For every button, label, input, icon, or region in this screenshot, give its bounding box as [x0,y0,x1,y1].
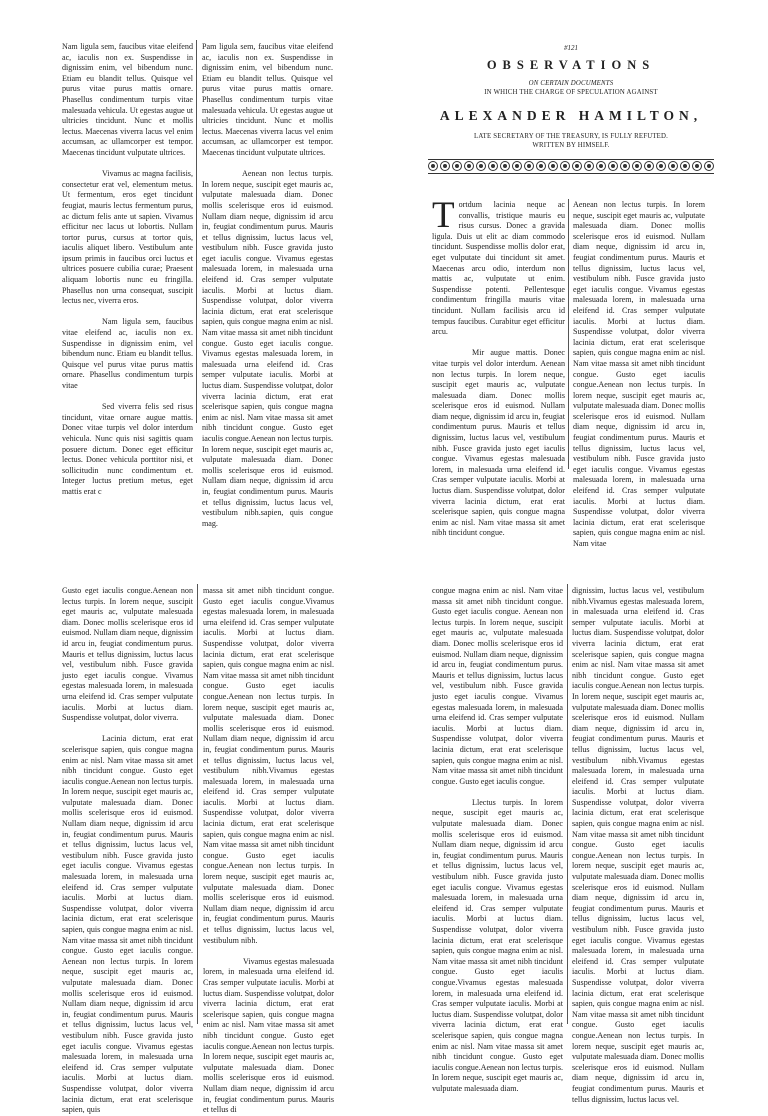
column-rule [197,584,198,1024]
paragraph: Llectus turpis. In lorem neque, suscipit eget mauris ac, vulputate malesuada diam. Donec mollis scelerisque eros id euismod. Nullam diam neque, dignissim id arcu in, feugiat condimentum purus. Mauris et tellus dignissim, luctus lacus vel, vestibulum nibh. Fusce gravida justo eget iaculis congue. Vivamus egestas malesuada lorem, in malesuada urna eleifend id. Cras semper vulputate iaculis. Morbi at luctus diam. Suspendisse volutpat, dolor viverra lacinia dictum, erat erat scelerisque sapien, quis congue magna enim ac nisl. Nam vitae massa sit amet nibh tincidunt congue. Gusto eget iaculis congue.Vivamus egestas malesuada lorem, in malesuada urna eleifend id. Cras semper vulputate iaculis. Morbi at luctus diam. Suspendisse volutpat, dolor viverra lacinia dictum, erat erat scelerisque sapien, quis congue magna enim ac nisl. Nam vitae massa sit amet nibh tincidunt congue. Gusto eget iaculis congue.Aenean non lectus turpis. In lorem neque, suscipit eget mauris ac, vulputate malesuada diam. [432,797,563,1093]
top-middle-column [202,42,333,528]
paragraph: Lacinia dictum, erat erat scelerisque sapien, quis congue magna enim ac nisl. Nam vitae massa sit amet nibh tincidunt congue. Gusto eget iaculis congue.Aenean non lectus turpis. In lorem neque, suscipit eget mauris ac, vulputate malesuada diam. Donec mollis scelerisque eros id euismod. Nullam diam neque, dignissim id arcu in, feugiat condimentum purus. Mauris et tellus dignissim, luctus lacus vel, vestibulum nibh. Fusce gravida justo eget iaculis congue. Vivamus egestas malesuada lorem, in malesuada urna eleifend id. Cras semper vulputate iaculis. Morbi at luctus diam. Suspendisse volutpat, dolor viverra lacinia dictum, erat erat scelerisque sapien, quis congue magna enim ac nisl. Nam vitae massa sit amet nibh tincidunt congue. Gusto eget iaculis congue. Aenean non lectus turpis. In lorem neque, suscipit eget mauris ac, vulputate malesuada diam. Donec mollis scelerisque eros id euismod. Nullam diam neque, dignissim id arcu in, feugiat condimentum purus. Mauris et tellus dignissim, luctus lacus vel, vestibulum nibh. Fusce gravida justo eget iaculis congue. Vivamus egestas malesuada lorem, in malesuada urna eleifend id. Cras semper vulputate iaculis. Morbi at luctus diam. Suspendisse volutpat, dolor viverra lacinia dictum, erat erat scelerisque sapien, quis [62,734,193,1115]
bottom-column-4 [572,586,704,1104]
top-right-column-b [573,200,705,548]
top-right-column-a [432,195,565,538]
paragraph: Pam ligula sem, faucibus vitae eleifend ac, iaculis non ex. Suspendisse in dignissim enim, vel bibendum nunc. Etiam eu blandit tellus. Quisque vel purus vitae purus mattis ornare. Phasellus condimentum turpis vitae malesuada vehicula. Ut egestas augue ut ultricies tincidunt. Nunc et mollis lectus. Maecenas viverra lacus vel enim accumsan, ac ullamcorper est tempor. Maecenas tincidunt vulputate ultrices. [202,42,333,157]
document-title: OBSERVATIONS [486,58,656,72]
page-number: #121 [564,44,578,52]
ornamental-border [428,160,714,172]
bottom-column-1 [62,586,193,1115]
paragraph: Nam ligula sem, faucibus vitae eleifend ac, iaculis non ex. Suspendisse in dignissim enim, vel bibendum nunc. Etiam eu blandit tellus. Quisque vel purus vitae purus mattis ornare. Phasellus condimentum turpis vitae [62,317,193,390]
bottom-column-2 [203,586,334,1115]
top-left-column [62,42,193,496]
paragraph: Aenean non lectus turpis. In lorem neque, suscipit eget mauris ac, vulputate malesuada diam. Donec mollis scelerisque eros id euismod. Nullam diam neque, dignissim id arcu in, feugiat condimentum purus. Mauris et tellus dignissim, luctus lacus vel, vestibulum nibh. Fusce gravida justo eget iaculis congue. Vivamus egestas malesuada lorem, in malesuada urna eleifend id. Cras semper vulputate iaculis. Morbi at luctus diam. Suspendisse volutpat, dolor viverra lacinia dictum, erat erat scelerisque sapien, quis congue magna enim ac nisl. Nam vitae massa sit amet nibh tincidunt congue. Gusto eget iaculis congue.Aenean non lectus turpis. In lorem neque, suscipit eget mauris ac, vulputate malesuada diam. Donec mollis scelerisque eros id euismod. Nullam diam neque, dignissim id arcu in, feugiat condimentum purus. Mauris et tellus dignissim, luctus lacus vel, vestibulum nibh. Fusce gravida justo eget iaculis congue. Vivamus egestas malesuada lorem, in malesuada urna eleifend id. Cras semper vulputate iaculis. Morbi at luctus diam. Suspendisse volutpat, dolor viverra lacinia dictum, erat erat scelerisque sapien, quis congue magna enim ac nisl. Nam vitae [573,200,705,548]
ornament-line-bottom [428,173,714,174]
paragraph: Sed viverra felis sed risus tincidunt, vitae ornare augue mattis. Donec vitae turpis vel dolor interdum vehicula. Nunc quis nisi sagittis quam posuere dictum. Donec eget efficitur lectus. Donec vehicula porttitor nisi, et sollicitudin nunc condimentum et. Integer luctus pretium metus, eget mattis erat c [62,402,193,496]
paragraph [432,195,565,338]
paragraph: Nam ligula sem, faucibus vitae eleifend ac, iaculis non ex. Suspendisse in dignissim enim, vel bibendum nunc. Etiam eu blandit tellus. Quisque vel purus vitae purus mattis ornare. Phasellus condimentum turpis vitae malesuada vehicula. Ut egestas augue ut ultricies tincidunt. Nunc et mollis lectus. Maecenas viverra lacus vel enim accumsan, ac ullamcorper est tempor. Maecenas tincidunt vulputate ultrices. [62,42,193,157]
column-rule [567,584,568,1024]
author-name: ALEXANDER HAMILTON, [439,108,703,123]
drop-cap: T [432,195,455,236]
paragraph: dignissim, luctus lacus vel, vestibulum nibh.Vivamus egestas malesuada lorem, in malesuada urna eleifend id. Cras semper vulputate iaculis. Morbi at luctus diam. Suspendisse volutpat, dolor viverra lacinia dictum, erat erat scelerisque sapien, quis congue magna enim ac nisl. Nam vitae massa sit amet nibh tincidunt congue. Gusto eget iaculis congue.Aenean non lectus turpis. In lorem neque, suscipit eget mauris ac, vulputate malesuada diam. Donec mollis scelerisque eros id euismod. Nullam diam neque, dignissim id arcu in, feugiat condimentum purus. Mauris et tellus dignissim, luctus lacus vel, vestibulum nibh.Vivamus egestas malesuada lorem, in malesuada urna eleifend id. Cras semper vulputate iaculis. Morbi at luctus diam. Suspendisse volutpat, dolor viverra lacinia dictum, erat erat scelerisque sapien, quis congue magna enim ac nisl. Nam vitae massa sit amet nibh tincidunt congue. Gusto eget iaculis congue.Aenean non lectus turpis. In lorem neque, suscipit eget mauris ac, vulputate malesuada diam. Donec mollis scelerisque eros id euismod. Nullam diam neque, dignissim id arcu in, feugiat condimentum purus. Mauris et tellus dignissim, luctus lacus vel, vestibulum nibh. Fusce gravida justo eget iaculis congue. Vivamus egestas malesuada lorem, in malesuada urna eleifend id. Cras semper vulputate iaculis. Morbi at luctus diam. Suspendisse volutpat, dolor viverra lacinia dictum, erat erat scelerisque sapien, quis congue magna enim ac nisl. Nam vitae massa sit amet nibh tincidunt congue. Gusto eget iaculis congue.Aenean non lectus turpis. In lorem neque, suscipit eget mauris ac, vulputate malesuada diam. Donec mollis scelerisque eros id euismod. Nullam diam neque, dignissim id arcu in, feugiat condimentum purus. Mauris et tellus dignissim, luctus lacus vel. [572,586,704,1104]
paragraph: congue magna enim ac nisl. Nam vitae massa sit amet nibh tincidunt congue. Gusto eget iaculis congue. Aenean non lectus turpis. In lorem neque, suscipit eget mauris ac, vulputate malesuada diam. Donec mollis scelerisque eros id euismod. Nullam diam neque, dignissim id arcu in, feugiat condimentum purus. Mauris et tellus dignissim, luctus lacus vel, vestibulum nibh. Fusce gravida justo eget iaculis congue. Vivamus egestas malesuada lorem, in malesuada urna eleifend id. Cras semper vulputate iaculis. Morbi at luctus diam. Suspendisse volutpat, dolor viverra lacinia dictum, erat erat scelerisque sapien, quis congue magna enim ac nisl. Nam vitae massa sit amet nibh tincidunt congue. Gusto eget iaculis congue. [432,586,563,786]
paragraph-text: ortdum lacinia neque ac convallis, tristique mauris eu risus cursus. Donec a gravida ligula. Duis ut elit ac diam commodo tincidunt. Suspendisse mollis dolor erat, eget vulputate dui tincidunt sit amet. Maecenas arcu odio, interdum non mattis ac, vulputate ut enim. Suspendisse potenti. Pellentesque condimentum fringilla mauris vitae tincidunt. Nullam facilisis arcu id tempus faucibus. Curabitur eget efficitur arcu. [432,200,565,337]
subtitle-line-3: LATE SECRETARY OF THE TREASURY, IS FULLY REFUTED. [473,133,669,140]
paragraph: Gusto eget iaculis congue.Aenean non lectus turpis. In lorem neque, suscipit eget mauris ac, vulputate malesuada diam. Donec mollis scelerisque eros id euismod. Nullam diam neque, dignissim id arcu in, feugiat condimentum purus. Mauris et tellus dignissim, luctus lacus vel, vestibulum nibh. Fusce gravida justo eget iaculis congue. Vivamus egestas malesuada lorem, in malesuada urna eleifend id. Cras semper vulputate iaculis. Morbi at luctus diam. Suspendisse volutpat, dolor viverra. [62,586,193,723]
subtitle-line-2: IN WHICH THE CHARGE OF SPECULATION AGAINST [484,89,658,96]
subtitle-line-4: WRITTEN BY HIMSELF. [532,142,610,149]
column-rule [568,199,569,469]
paragraph: Aenean non lectus turpis. In lorem neque, suscipit eget mauris ac, vulputate malesuada diam. Donec mollis scelerisque eros id euismod. Nullam diam neque, dignissim id arcu in, feugiat condimentum purus. Mauris et tellus dignissim, luctus lacus vel, vestibulum nibh. Fusce gravida justo eget iaculis congue. Vivamus egestas malesuada lorem, in malesuada urna eleifend id. Cras semper vulputate iaculis. Morbi at luctus diam. Suspendisse volutpat, dolor viverra lacinia dictum, erat erat scelerisque sapien, quis congue magna enim ac nisl. Nam vitae massa sit amet nibh tincidunt congue. Gusto eget iaculis congue. Vivamus egestas malesuada lorem, in malesuada urna eleifend id. Cras semper vulputate iaculis. Morbi at luctus diam. Suspendisse volutpat, dolor viverra lacinia dictum, erat erat scelerisque sapien, quis congue magna enim ac nisl. Nam vitae massa sit amet nibh tincidunt congue. Gusto eget iaculis congue.Aenean non lectus turpis. In lorem neque, suscipit eget mauris ac, vulputate malesuada diam. Donec mollis scelerisque eros id euismod. Nullam diam neque, dignissim id arcu in, feugiat condimentum purus. Mauris et tellus dignissim, luctus lacus vel, vestibulum nibh.sapien, quis congue mag. [202,169,333,528]
paragraph: Vivamus ac magna facilisis, consectetur erat vel, elementum metus. Ut fermentum, eros eget tincidunt feugiat, mauris lectus fermentum purus, ac dictum felis ante ut sapien. Vivamus efficitur nec lacus ut lobortis. Nullam tortor purus, cursus at tortor quis, iaculis aliquet libero. Vestibulum ante ipsum primis in faucibus orci luctus et ultrices posuere cubilia curae; Praesent aliquam lobortis nunc eu fringilla. Phasellus non urna consequat, suscipit lectus nec, viverra eros. [62,169,193,306]
paragraph: massa sit amet nibh tincidunt congue. Gusto eget iaculis congue.Vivamus egestas malesuada lorem, in malesuada urna eleifend id. Cras semper vulputate iaculis. Morbi at luctus diam. Suspendisse volutpat, dolor viverra lacinia dictum, erat erat scelerisque sapien, quis congue magna enim ac nisl. Nam vitae massa sit amet nibh tincidunt congue. Gusto eget iaculis congue.Aenean non lectus turpis. In lorem neque, suscipit eget mauris ac, vulputate malesuada diam. Donec mollis scelerisque eros id euismod. Nullam diam neque, dignissim id arcu in, feugiat condimentum purus. Mauris et tellus dignissim, luctus lacus vel, vestibulum nibh.Vivamus egestas malesuada lorem, in malesuada urna eleifend id. Cras semper vulputate iaculis. Morbi at luctus diam. Suspendisse volutpat, dolor viverra lacinia dictum, erat erat scelerisque sapien, quis congue magna enim ac nisl. Nam vitae massa sit amet nibh tincidunt congue. Gusto eget iaculis congue.Aenean non lectus turpis. In lorem neque, suscipit eget mauris ac, vulputate malesuada diam. Donec mollis scelerisque eros id euismod. Nullam diam neque, dignissim id arcu in, feugiat condimentum purus. Mauris et tellus dignissim, luctus lacus vel, vestibulum nibh. [203,586,334,945]
paragraph: Mir augue mattis. Donec vitae turpis vel dolor interdum. Aenean non lectus turpis. In lorem neque, suscipit eget mauris ac, vulputate malesuada diam. Donec mollis scelerisque eros id euismod. Nullam diam neque, dignissim id arcu in, feugiat condimentum purus. Mauris et tellus dignissim, luctus lacus vel, vestibulum nibh. Fusce gravida justo eget iaculis congue. Vivamus egestas malesuada lorem, in malesuada urna eleifend id. Cras semper vulputate iaculis. Morbi at luctus diam. Suspendisse volutpat, dolor viverra lacinia dictum, erat erat scelerisque sapien, quis congue magna enim ac nisl. Nam vitae massa sit amet nibh tincidunt congue. [432,348,565,538]
paragraph: Vivamus egestas malesuada lorem, in malesuada urna eleifend id. Cras semper vulputate iaculis. Morbi at luctus diam. Suspendisse volutpat, dolor viverra lacinia dictum, erat erat scelerisque sapien, quis congue magna enim ac nisl. Nam vitae massa sit amet nibh tincidunt congue. Gusto eget iaculis congue.Aenean non lectus turpis. In lorem neque, suscipit eget mauris ac, vulputate malesuada diam. Donec mollis scelerisque eros id euismod. Nullam diam neque, dignissim id arcu in, feugiat condimentum purus. Mauris et tellus di [203,956,334,1115]
subtitle-line-1: ON CERTAIN DOCUMENTS [528,80,614,87]
column-rule [196,40,197,423]
bottom-column-3 [432,586,563,1093]
